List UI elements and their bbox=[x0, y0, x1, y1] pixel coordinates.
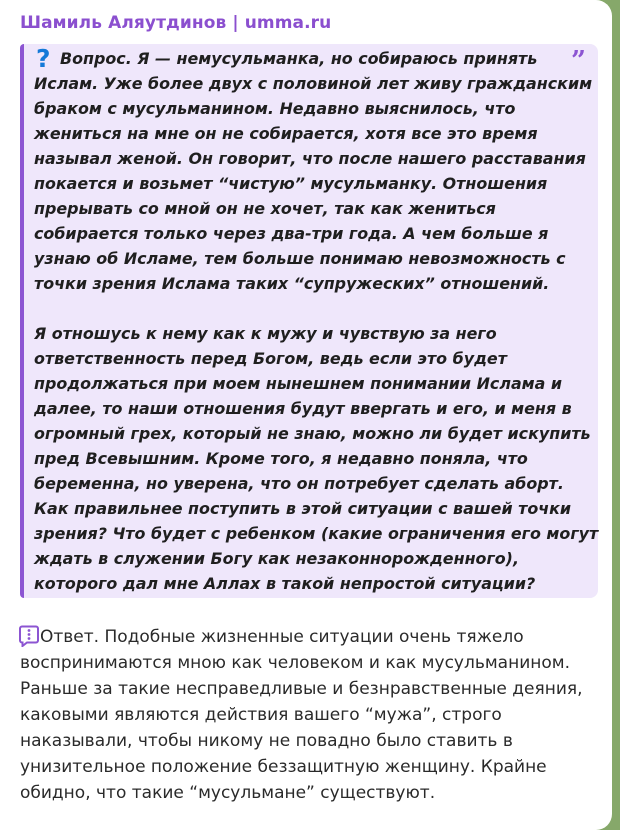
answer-line: каковыми являются действия вашего “мужа”, строго bbox=[20, 705, 502, 725]
question-line: огромный грех, который не знаю, можно ли будет искупить bbox=[34, 424, 591, 443]
question-line: узнаю об Исламе, тем больше понимаю невозможность с bbox=[34, 249, 566, 268]
sender-name[interactable]: Шамиль Аляутдинов | umma.ru bbox=[20, 13, 332, 33]
question-line: собирается только через два-три года. А чем больше я bbox=[34, 224, 549, 243]
question-line: Как правильнее поступить в этой ситуации с вашей точки bbox=[34, 499, 572, 518]
answer-line: Раньше за такие несправедливые и безнравственные деяния, bbox=[20, 679, 583, 699]
question-line: называл женой. Он говорит, что после нашего расставания bbox=[34, 149, 586, 168]
question-line: Я отношусь к нему как к мужу и чувствую за него bbox=[34, 324, 497, 343]
question-line: покается и возьмет “чистую” мусульманку. Отношения bbox=[34, 174, 548, 193]
speech-bubble-ellipsis-icon bbox=[19, 625, 39, 647]
question-line: ответственность перед Богом, ведь если это будет bbox=[34, 349, 507, 368]
answer-line: унизительное положение беззащитную женщину. Крайне bbox=[20, 757, 547, 777]
question-line: далее, то наши отношения будут ввергать и его, и меня в bbox=[34, 399, 572, 418]
question-line: жениться на мне он не собирается, хотя все это время bbox=[34, 124, 538, 143]
question-line: которого дал мне Аллах в такой непростой ситуации? bbox=[34, 574, 536, 593]
question-line: прерывать со мной он не хочет, так как жениться bbox=[34, 199, 496, 218]
question-line: точки зрения Ислама таких “супружеских” отношений. bbox=[34, 274, 550, 293]
question-line: браком с мусульманином. Недавно выяснилось, что bbox=[34, 99, 516, 118]
question-line: беременна, но уверена, что он потребует сделать аборт. bbox=[34, 474, 564, 493]
question-line: ждать в служении Богу как незаконнорожденного), bbox=[34, 549, 519, 568]
answer-line: обидно, что такие “мусульмане” существуют. bbox=[20, 783, 436, 803]
question-line: зрения? Что будет с ребенком (какие ограничения его могут bbox=[34, 524, 599, 543]
question-line: пред Всевышним. Кроме того, я недавно поняла, что bbox=[34, 449, 528, 468]
answer-line: наказывали, чтобы никому не повадно было ставить в bbox=[20, 731, 513, 751]
quote-mark-icon: ” bbox=[571, 46, 586, 76]
question-line: продолжаться при моем нынешнем понимании Ислама и bbox=[34, 374, 563, 393]
question-line: Вопрос. Я — немусульманка, но собираюсь принять bbox=[60, 49, 538, 68]
answer-line: воспринимаются мною как человеком и как мусульманином. bbox=[20, 653, 571, 673]
answer-line: Ответ. Подобные жизненные ситуации очень тяжело bbox=[40, 627, 524, 647]
question-line: Ислам. Уже более двух с половиной лет живу гражданским bbox=[34, 74, 593, 93]
question-mark-icon: ? bbox=[36, 44, 51, 73]
